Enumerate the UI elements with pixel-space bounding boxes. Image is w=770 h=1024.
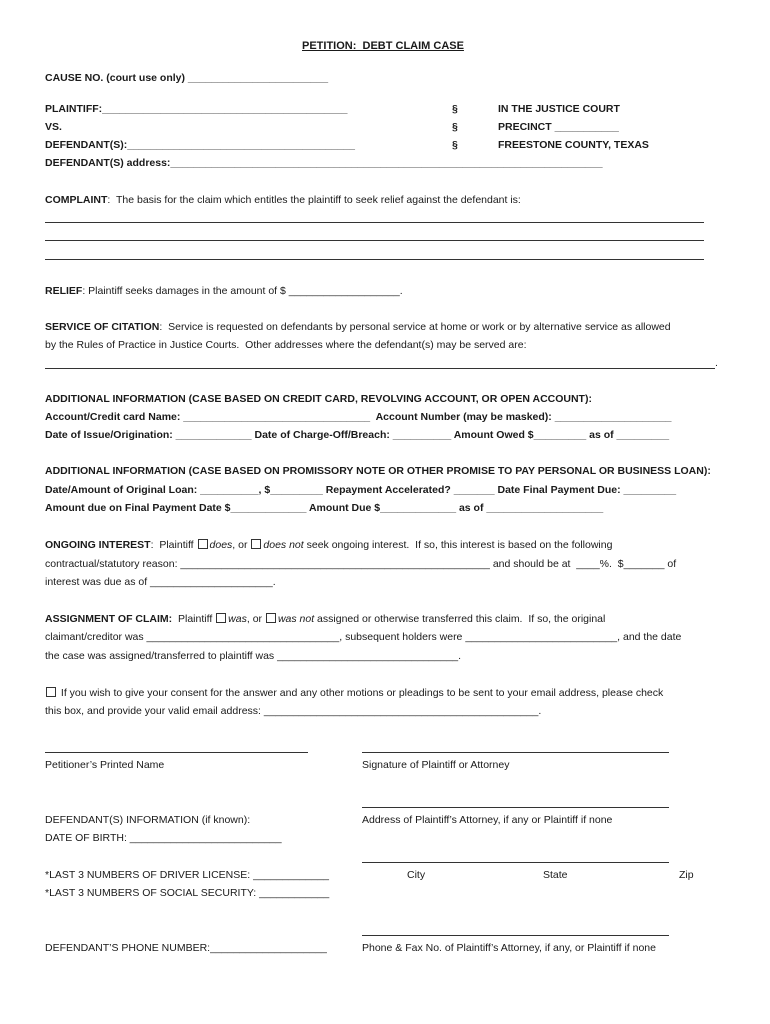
phone-fax-line[interactable] [362, 935, 669, 936]
complaint-text: : The basis for the claim which entitles the plaintiff to seek relief against the defendant is: [107, 194, 521, 206]
zip-label: Zip [679, 869, 694, 881]
date-of-birth-field[interactable]: DATE OF BIRTH: __________________________ [45, 832, 282, 844]
phone-fax-label: Phone & Fax No. of Plaintiff’s Attorney, if any, or Plaintiff if none [362, 942, 656, 954]
interest-section [45, 539, 612, 552]
interest-text: seek ongoing interest. If so, this interest is based on the following [303, 539, 613, 551]
service-period: . [715, 357, 718, 369]
attorney-address-label: Address of Plaintiff’s Attorney, if any or Plaintiff if none [362, 814, 613, 826]
complaint-section [45, 194, 521, 207]
interest-text: : Plaintiff [150, 539, 197, 551]
was-not-label: was not [277, 613, 315, 625]
interest-reason-field[interactable]: contractual/statutory reason: _____________________________________________________ and should be at ____%. $_______ of [45, 558, 677, 570]
interest-due-field[interactable]: interest was due as of _____________________. [45, 576, 276, 588]
assignment-section [45, 613, 605, 626]
assignment-date-field[interactable]: the case was assigned/transferred to plaintiff was _______________________________. [45, 650, 462, 662]
service-label: SERVICE OF CITATION [45, 321, 160, 333]
credit-date-fields[interactable]: Date of Issue/Origination: _____________ Date of Charge-Off/Breach: __________ Amount Owed $_________ as of _________ [45, 429, 670, 441]
does-checkbox[interactable] [198, 539, 208, 549]
loan-amount-fields[interactable]: Amount due on Final Payment Date $_____________ Amount Due $_____________ as of ____________________ [45, 502, 604, 514]
state-label: State [543, 869, 568, 881]
service-address-line[interactable] [45, 368, 715, 369]
does-not-label: does not [263, 539, 304, 551]
does-not-checkbox[interactable] [251, 539, 261, 549]
interest-text: , or [232, 539, 251, 551]
precinct-field[interactable]: PRECINCT ___________ [498, 121, 619, 133]
does-label: does [209, 539, 233, 551]
signature-line[interactable] [362, 752, 669, 753]
loan-heading: ADDITIONAL INFORMATION (CASE BASED ON PROMISSORY NOTE OR OTHER PROMISE TO PAY PERSONAL OR BUSINESS LOAN): [45, 465, 711, 477]
was-checkbox[interactable] [216, 613, 226, 623]
signature-label: Signature of Plaintiff or Attorney [362, 759, 510, 771]
credit-heading: ADDITIONAL INFORMATION (CASE BASED ON CREDIT CARD, REVOLVING ACCOUNT, OR OPEN ACCOUNT): [45, 393, 592, 405]
driver-license-field[interactable]: *LAST 3 NUMBERS OF DRIVER LICENSE: _____________ [45, 869, 330, 881]
relief-text: : Plaintiff seeks damages in the amount of $ ___________________. [82, 285, 403, 297]
relief-label: RELIEF [45, 285, 83, 297]
vs-label: VS. [45, 121, 62, 133]
plaintiff-field[interactable]: PLAINTIFF:__________________________________________ [45, 103, 348, 115]
assignment-text: , or [246, 613, 265, 625]
email-address-field[interactable]: this box, and provide your valid email address: _______________________________________________. [45, 705, 542, 717]
service-section [45, 321, 671, 334]
was-not-checkbox[interactable] [266, 613, 276, 623]
relief-section[interactable] [45, 285, 403, 298]
was-label: was [228, 613, 247, 625]
page-title: PETITION: DEBT CLAIM CASE [302, 40, 464, 52]
section-mark: § [452, 139, 458, 151]
cause-number-field[interactable]: CAUSE NO. (court use only) ________________________ [45, 72, 329, 84]
city-state-zip-line[interactable] [362, 862, 669, 863]
defendant-phone-field[interactable]: DEFENDANT’S PHONE NUMBER:____________________ [45, 942, 327, 954]
defendant-address-field[interactable]: DEFENDANT(S) address:__________________________________________________________________________ [45, 157, 603, 169]
service-text-1: : Service is requested on defendants by personal service at home or work or by alternative service as allowed [159, 321, 671, 333]
defendant-info-heading: DEFENDANT(S) INFORMATION (if known): [45, 814, 251, 826]
section-mark: § [452, 103, 458, 115]
interest-label: ONGOING INTEREST [45, 539, 151, 551]
city-label: City [407, 869, 426, 881]
email-consent-text: If you wish to give your consent for the answer and any other motions or pleadings to be sent to your email address, please check [58, 687, 664, 699]
loan-original-fields[interactable]: Date/Amount of Original Loan: __________, $_________ Repayment Accelerated? _______ Date Final Payment Due: _________ [45, 484, 677, 496]
assignment-claimant-field[interactable]: claimant/creditor was _________________________________, subsequent holders were __________________________, and the date [45, 631, 682, 643]
assignment-text: assigned or otherwise transferred this claim. If so, the original [314, 613, 606, 625]
complaint-line-3[interactable] [45, 259, 704, 260]
email-consent [45, 687, 663, 700]
complaint-line-1[interactable] [45, 222, 704, 223]
assignment-text: Plaintiff [172, 613, 216, 625]
county-label: FREESTONE COUNTY, TEXAS [498, 139, 649, 151]
assignment-label: ASSIGNMENT OF CLAIM: [45, 613, 173, 625]
service-text-2: by the Rules of Practice in Justice Courts. Other addresses where the defendant(s) may be served are: [45, 339, 527, 351]
email-consent-checkbox[interactable] [46, 687, 56, 697]
attorney-address-line[interactable] [362, 807, 669, 808]
printed-name-line[interactable] [45, 752, 308, 753]
defendant-field[interactable]: DEFENDANT(S):_______________________________________ [45, 139, 355, 151]
court-label: IN THE JUSTICE COURT [498, 103, 620, 115]
complaint-line-2[interactable] [45, 240, 704, 241]
printed-name-label: Petitioner’s Printed Name [45, 759, 165, 771]
credit-account-fields[interactable]: Account/Credit card Name: ________________________________ Account Number (may be masked): ____________________ [45, 411, 672, 423]
social-security-field[interactable]: *LAST 3 NUMBERS OF SOCIAL SECURITY: ____________ [45, 887, 330, 899]
section-mark: § [452, 121, 458, 133]
complaint-label: COMPLAINT [45, 194, 108, 206]
